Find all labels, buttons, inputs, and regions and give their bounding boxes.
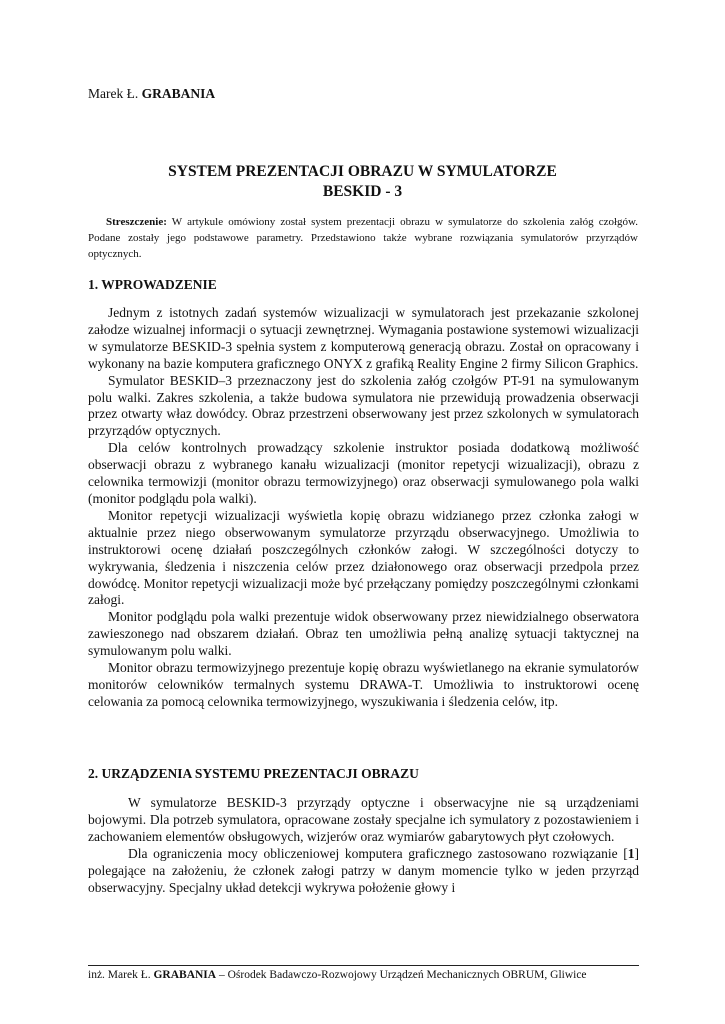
paragraph: Jednym z istotnych zadań systemów wizualizacji w symulatorach jest przekazanie szkolonej załodze wizualnej informacji o sytuacji zewnętrznej. Wymagania postawione systemowi wizualizacji w symulatorze BESKID-3 spełnia system z komputerową generacją obrazu. Został on opracowany i wykonany na bazie komputera graficznego ONYX z grafiką Reality Engine 2 firmy Silicon Graphics. [88,305,639,371]
paragraph-text: ] polegające na założeniu, że członek załogi patrzy w danym momencie tylko w jeden przyrząd obserwacyjny. Specjalny układ detekcji wykrywa położenie głowy i [88,845,639,895]
author-prefix: Marek Ł. [88,86,139,101]
abstract-text: W artykule omówiony został system prezentacji obrazu w symulatorze do szkolenia załóg czołgów. Podane zostały jego podstawowe parametry. Przedstawiono także wybrane rozwiązania symulatorów przyrządów optycznych. [88,216,638,260]
section-2-heading: 2. URZĄDZENIA SYSTEMU PREZENTACJI OBRAZU [88,766,419,781]
paragraph: Dla celów kontrolnych prowadzący szkolenie instruktor posiada dodatkową możliwość obserwacji obrazu z wybranego kanału wizualizacji (monitor repetycji wizualizacji), obrazu z celownika termowizji (monitor obrazu termowizyjnego) oraz obserwacji symulowanego pola walki (monitor podglądu pola walki). [88,440,639,506]
footer-affiliation: – Ośrodek Badawczo-Rozwojowy Urządzeń Mechanicznych OBRUM, Gliwice [218,969,587,981]
footer [88,969,587,981]
footer-surname: GRABANIA [153,969,217,981]
author-surname: GRABANIA [141,86,216,101]
abstract-label: Streszczenie: [106,216,167,228]
paragraph: Monitor repetycji wizualizacji wyświetla kopię obrazu widzianego przez członka załogi w aktualnie przez niego obserwowanym symulatorze przyrządu obserwacyjnego. Umożliwia to instruktorowi ocenę działań poszczególnych członków załogi. W szczególności dotyczy to wykrywania, śledzenia i niszczenia celów przez działonowego oraz obserwacji przedpola przez dowódcę. Monitor repetycji wizualizacji może być przełączany pomiędzy poszczególnymi członkami załogi. [88,507,639,608]
paragraph [88,846,639,897]
section-2-body [88,795,639,896]
footer-prefix: inż. Marek Ł. [88,969,151,981]
paragraph: W symulatorze BESKID-3 przyrządy optyczne i obserwacyjne nie są urządzeniami bojowymi. Dla potrzeb symulatora, opracowane zostały specjalne ich symulatory z pozostawieniem i zachowaniem elementów obsługowych, wizjerów oraz wymiarów gabarytowych płyt czołowych. [88,795,639,844]
abstract [88,214,638,262]
paragraph-text: Dla ograniczenia mocy obliczeniowej komputera graficznego zastosowano rozwiązanie [ [128,845,628,861]
author-line [88,86,215,102]
paragraph: Monitor obrazu termowizyjnego prezentuje kopię obrazu wyświetlanego na ekranie symulatorów monitorów celowników termalnych systemu DRAWA-T. Umożliwia to instruktorowi ocenę celowania za pomocą celownika termowizyjnego, wyszukiwania i śledzenia celów, itp. [88,660,639,709]
title-line-2: BESKID - 3 [322,183,403,200]
paragraph: Monitor podglądu pola walki prezentuje widok obserwowany przez niewidzialnego obserwatora zawieszonego nad obszarem działań. Obraz ten umożliwia pełną analizę sytuacji taktycznej na symulowanym polu walki. [88,609,639,659]
section-1-heading: 1. WPROWADZENIE [88,277,217,292]
paper-title [88,162,637,202]
paragraph: Symulator BESKID–3 przeznaczony jest do szkolenia załóg czołgów PT-91 na symulowanym polu walki. Zakres szkolenia, a także budowa symulatora nie przewidują prowadzenia obserwacji przez otwarty właz dowódcy. Obraz przestrzeni obserwowany jest przez szkolonych w symulatorach przyrządów optycznych. [88,372,639,439]
footer-divider [88,965,639,966]
citation-ref: 1 [627,845,635,861]
section-1-body [88,305,639,711]
title-line-1: SYSTEM PREZENTACJI OBRAZU W SYMULATORZE [168,163,557,180]
